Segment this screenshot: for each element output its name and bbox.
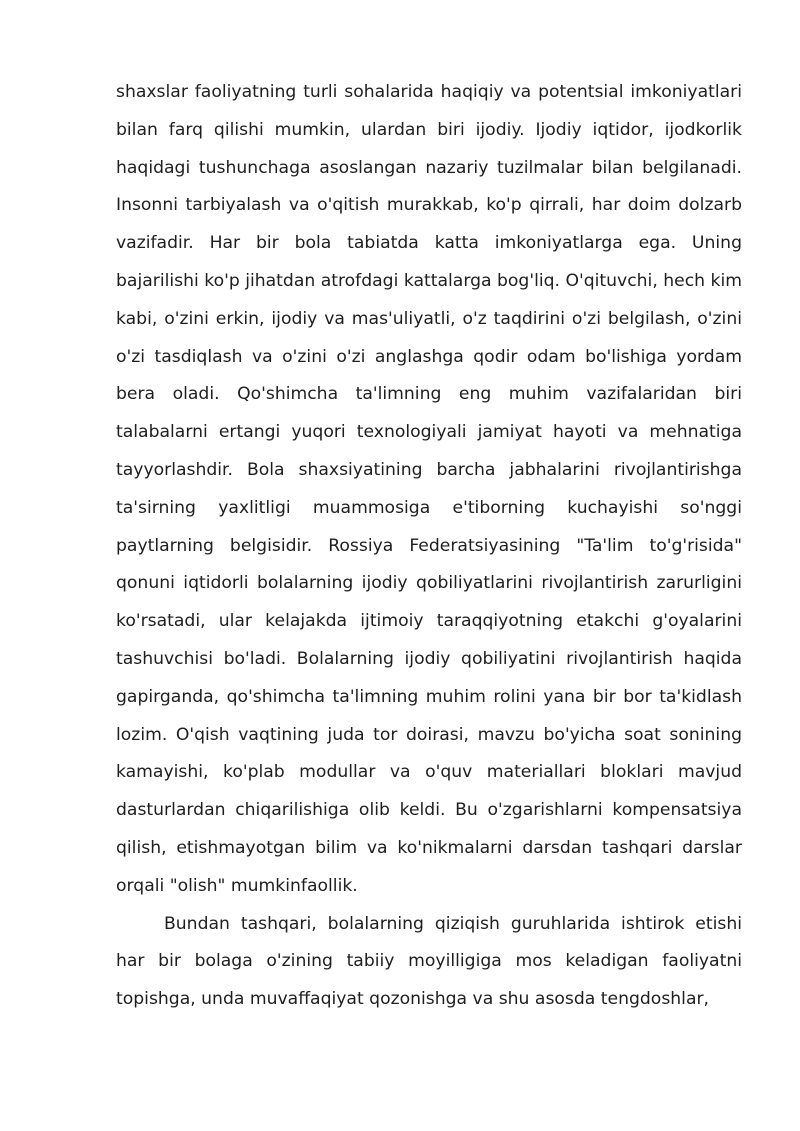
paragraph-1: shaxslar faoliyatning turli sohalarida haqiqiy va potentsial imkoniyatlari bilan farq qilishi mumkin, ulardan biri ijodiy. Ijodiy iqtidor, ijodkorlik haqidagi tushunchaga asoslangan nazariy tuzilmalar bilan belgilanadi. Insonni tarbiyalash va o'qitish murakkab, ko'p qirrali, har doim dolzarb vazifadir. Har bir bola tabiatda katta imkoniyatlarga ega. Uning bajarilishi ko'p jihatdan atrofdagi kattalarga bog'liq. O'qituvchi, hech kim kabi, o'zini erkin, ijodiy va mas'uliyatli, o'z taqdirini o'zi belgilash, o'zini o'zi tasdiqlash va o'zini o'zi anglashga qodir odam bo'lishiga yordam bera oladi. Qo'shimcha ta'limning eng muhim vazifalaridan biri talabalarni ertangi yuqori texnologiyali jamiyat hayoti va mehnatiga tayyorlashdir. Bola shaxsiyatining barcha jabhalarini rivojlantirishga ta'sirning yaxlitligi muammosiga e'tiborning kuchayishi so'nggi paytlarning belgisidir. Rossiya Federatsiyasining "Ta'lim to'g'risida" qonuni iqtidorli bolalarning ijodiy qobiliyatlarini rivojlantirish zarurligini ko'rsatadi, ular kelajakda ijtimoiy taraqqiyotning etakchi g'oyalarini tashuvchisi bo'ladi. Bolalarning ijodiy qobiliyatini rivojlantirish haqida gapirganda, qo'shimcha ta'limning muhim rolini yana bir bor ta'kidlash lozim. O'qish vaqtining juda tor doirasi, mavzu bo'yicha soat sonining kamayishi, ko'plab modullar va o'quv materiallari bloklari mavjud dasturlardan chiqarilishiga olib keldi. Bu o'zgarishlarni kompensatsiya qilish, etishmayotgan bilim va ko'nikmalarni darsdan tashqari darslar orqali "olish" mumkinfaollik.	[116, 82, 742, 896]
paragraph-2: Bundan tashqari, bolalarning qiziqish guruhlarida ishtirok etishi har bir bolaga o'zining tabiiy moyilligiga mos keladigan faoliyatni topishga, unda muvaffaqiyat qozonishga va shu asosda tengdoshlar,	[116, 913, 742, 1010]
body-text	[116, 74, 742, 1019]
